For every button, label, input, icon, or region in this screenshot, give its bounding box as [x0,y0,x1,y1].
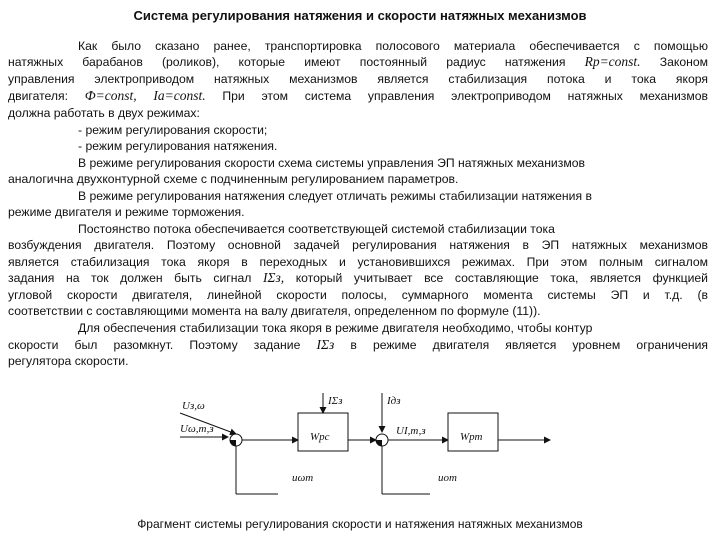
total-current-label: IΣз [328,395,343,407]
speed-feedback-ref-label: Uω,т,з [180,423,214,435]
current-regulator-label: Wрт [460,431,483,443]
speed-regulator-label: Wрс [310,431,330,443]
list-item: - режим регулирования натяжения. [78,139,278,153]
line-text: двигателя: [8,89,68,103]
line-text: который учитывает все составляющие тока, является функцией [295,271,708,285]
line-text: в режиме двигателя является уровнем ограничения [350,338,708,352]
paragraph-line: управления электроприводом натяжных механизмов является стабилизация потока и тока якоря [8,72,708,86]
page-title: Система регулирования натяжения и скорости натяжных механизмов [133,8,587,23]
formula-radius: Rр=const. [584,54,641,69]
speed-feedback-label: uωт [292,472,314,484]
paragraph-line [8,270,708,286]
line-text: задания на ток должен быть сигнал [8,271,252,285]
current-feedback-label: uот [438,472,457,484]
paragraph-line: угловой скорости двигателя, линейной скорости полосы, суммарного момента системы ЭП и т.д. (в [8,288,708,302]
paragraph-line: Как было сказано ранее, транспортировка полосового материала обеспечивается с помощью [78,39,708,53]
paragraph-line: Для обеспечения стабилизации тока якоря в режиме двигателя необходимо, чтобы контур [78,321,593,335]
line-text: Законом [659,55,708,69]
formula-current-setpoint: IΣз, [262,270,285,285]
current-setpoint-label: UI,т,з [396,425,426,437]
figure-caption: Фрагмент системы регулирования скорости и натяжения натяжных механизмов [137,517,583,531]
paragraph-line: Постоянство потока обеспечивается соответствующей системой стабилизации тока [78,222,555,236]
paragraph-line: режиме двигателя и режиме торможения. [8,205,245,219]
paragraph-line [8,54,708,70]
summing-junction-sign [230,440,236,446]
speed-ref-label: Uз,ω [182,400,205,412]
block-diagram [170,390,570,512]
formula-flux-current: Ф=const, Iа=const. [84,88,206,103]
line-text: При этом система управления электроприводом натяжных механизмов [222,89,708,103]
paragraph-line: является стабилизация тока якоря в переходных и установившихся режимах. При этом полным сигналом [8,255,708,269]
formula-current-setpoint: IΣз [316,337,335,352]
list-item: - режим регулирования скорости; [78,123,268,137]
dynamic-current-label: Iдз [387,395,401,407]
summing-junction-sign [376,440,382,446]
line-text: скорости был разомкнут. Поэтому задание [8,338,301,352]
paragraph-line: В режиме регулирования скорости схема системы управления ЭП натяжных механизмов [78,156,585,170]
paragraph-line: В режиме регулирования натяжения следует отличать режимы стабилизации натяжения в [78,189,592,203]
paragraph-line: соответствии с составляющими момента на валу двигателя, определенном по формуле (11)). [8,304,541,318]
paragraph-line [8,337,708,353]
line-text: натяжных барабанов (роликов), которые имеют постоянный радиус натяжения [8,55,566,69]
paragraph-line [8,88,708,104]
paragraph-line: должна работать в двух режимах: [8,106,200,120]
paragraph-line: аналогична двухконтурной схеме с подчиненным регулированием параметров. [8,172,459,186]
paragraph-line: регулятора скорости. [8,354,129,368]
paragraph-line: возбуждения двигателя. Поэтому основной задачей регулирования натяжения в ЭП натяжных механизмов [8,238,708,252]
